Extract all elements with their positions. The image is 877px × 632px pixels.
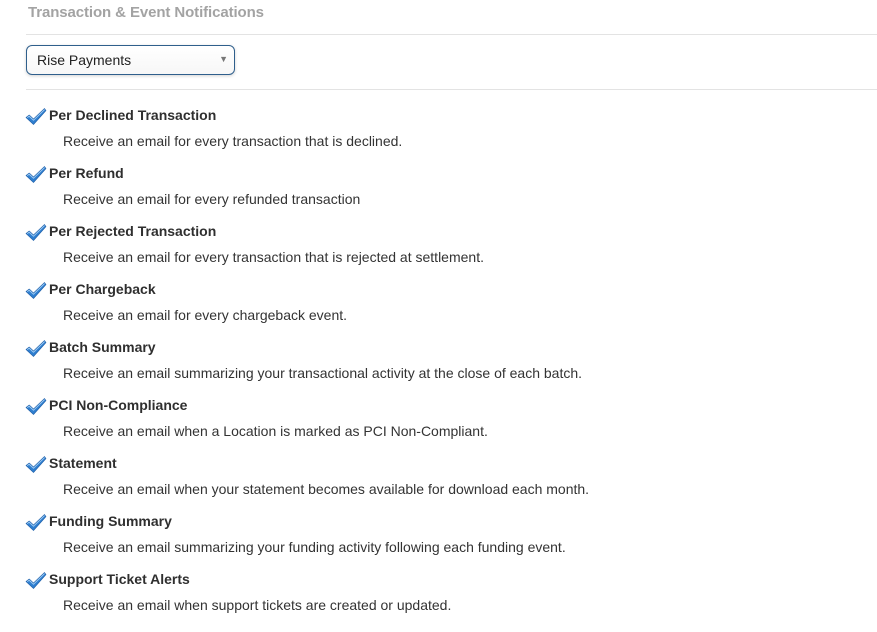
notification-description: Receive an email for every chargeback event. <box>63 307 348 323</box>
notification-description: Receive an email summarizing your transactional activity at the close of each batch. <box>63 365 583 381</box>
divider-bottom <box>26 89 877 90</box>
notification-title: PCI Non-Compliance <box>49 397 188 413</box>
section-title: Transaction & Event Notifications <box>28 4 264 21</box>
checkmark-icon[interactable] <box>24 223 47 242</box>
notification-item-5 <box>0 336 877 394</box>
notification-title: Per Refund <box>49 165 124 181</box>
checkmark-icon[interactable] <box>24 281 47 300</box>
notification-description: Receive an email for every transaction that is declined. <box>63 133 403 149</box>
notification-description: Receive an email when support tickets are created or updated. <box>63 597 452 613</box>
notification-description: Receive an email when a Location is marked as PCI Non-Compliant. <box>63 423 488 439</box>
notification-item-3 <box>0 220 877 278</box>
notification-description: Receive an email for every refunded transaction <box>63 191 361 207</box>
checkmark-icon[interactable] <box>24 107 47 126</box>
notification-item-9 <box>0 568 877 626</box>
notification-description: Receive an email for every transaction that is rejected at settlement. <box>63 249 484 265</box>
checkmark-icon[interactable] <box>24 339 47 358</box>
triangle-down-icon: ▼ <box>219 54 228 64</box>
checkmark-icon[interactable] <box>24 397 47 416</box>
divider-top <box>26 34 877 35</box>
notification-title: Per Rejected Transaction <box>49 223 217 239</box>
notification-title: Funding Summary <box>49 513 172 529</box>
checkmark-icon[interactable] <box>24 455 47 474</box>
notification-description: Receive an email summarizing your funding activity following each funding event. <box>63 539 566 555</box>
location-select[interactable] <box>26 45 235 75</box>
checkmark-icon[interactable] <box>24 571 47 590</box>
location-select-value: Rise Payments <box>37 52 132 68</box>
notification-description: Receive an email when your statement becomes available for download each month. <box>63 481 590 497</box>
notification-item-2 <box>0 162 877 220</box>
notification-title: Per Declined Transaction <box>49 107 217 123</box>
notification-title: Per Chargeback <box>49 281 156 297</box>
notification-title: Support Ticket Alerts <box>49 571 190 587</box>
notification-item-7 <box>0 452 877 510</box>
notification-item-8 <box>0 510 877 568</box>
notification-title: Statement <box>49 455 117 471</box>
checkmark-icon[interactable] <box>24 165 47 184</box>
notification-item-4 <box>0 278 877 336</box>
notification-list <box>0 104 877 626</box>
notification-title: Batch Summary <box>49 339 156 355</box>
notification-item-1 <box>0 104 877 162</box>
notification-item-6 <box>0 394 877 452</box>
checkmark-icon[interactable] <box>24 513 47 532</box>
